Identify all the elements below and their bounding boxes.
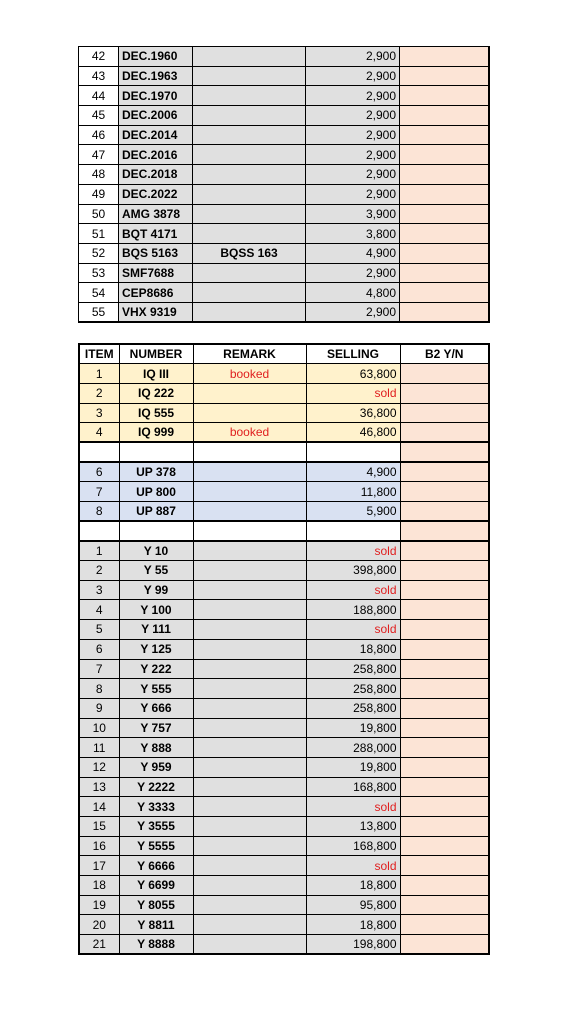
b2-cell [400, 204, 489, 224]
main-plate-table [78, 343, 490, 955]
b2-cell [400, 403, 489, 423]
table-row [79, 125, 489, 145]
item-cell: 6 [79, 639, 119, 659]
remark-cell [193, 698, 306, 718]
selling-cell: sold [306, 856, 400, 876]
remark-cell [193, 620, 306, 640]
b2-cell [400, 383, 489, 403]
selling-cell: 18,800 [306, 876, 400, 896]
empty-cell [79, 521, 119, 541]
remark-cell [193, 502, 306, 522]
remark-cell [193, 777, 306, 797]
table-row [79, 915, 489, 935]
selling-cell: 2,900 [306, 165, 400, 185]
table-row [79, 561, 489, 581]
b2-cell [400, 915, 489, 935]
selling-cell: 2,900 [306, 125, 400, 145]
item-cell: 4 [79, 423, 119, 443]
selling-cell: 19,800 [306, 757, 400, 777]
b2-cell [400, 580, 489, 600]
item-cell: 21 [79, 935, 119, 955]
table-row [79, 482, 489, 502]
number-cell: VHX 9319 [119, 302, 193, 322]
b2-cell [400, 86, 489, 106]
table-row [79, 364, 489, 384]
item-cell: 1 [79, 364, 119, 384]
b2-cell [400, 935, 489, 955]
number-cell: Y 8888 [119, 935, 193, 955]
b2-cell [400, 738, 489, 758]
selling-cell: 4,900 [306, 243, 400, 263]
selling-cell: 2,900 [306, 47, 400, 67]
selling-cell: 398,800 [306, 561, 400, 581]
table-row [79, 383, 489, 403]
selling-cell: 2,900 [306, 106, 400, 126]
b2-cell [400, 836, 489, 856]
item-cell: 11 [79, 738, 119, 758]
remark-cell [193, 639, 306, 659]
b2-cell [400, 541, 489, 561]
table-row [79, 698, 489, 718]
selling-cell: 18,800 [306, 639, 400, 659]
top-table-body [79, 47, 489, 323]
table-row [79, 302, 489, 322]
b2-cell [400, 757, 489, 777]
table-row [79, 47, 489, 67]
table-row [79, 659, 489, 679]
remark-cell [193, 679, 306, 699]
item-cell: 17 [79, 856, 119, 876]
b2-cell [400, 679, 489, 699]
b2-cell [400, 797, 489, 817]
b2-cell [400, 876, 489, 896]
remark-cell [193, 462, 306, 482]
item-cell: 19 [79, 895, 119, 915]
number-cell: DEC.1963 [119, 66, 193, 86]
b2-cell [400, 895, 489, 915]
number-cell: DEC.2022 [119, 184, 193, 204]
remark-cell [193, 659, 306, 679]
number-cell: Y 6699 [119, 876, 193, 896]
item-cell: 48 [79, 165, 119, 185]
remark-cell [193, 757, 306, 777]
b2-cell [400, 600, 489, 620]
table-row [79, 639, 489, 659]
number-cell: Y 888 [119, 738, 193, 758]
b2-cell [400, 423, 489, 443]
empty-cell [79, 442, 119, 462]
remark-cell [193, 204, 306, 224]
item-cell: 53 [79, 263, 119, 283]
item-cell: 2 [79, 383, 119, 403]
item-cell: 15 [79, 817, 119, 837]
selling-cell: 4,900 [306, 462, 400, 482]
table-row [79, 224, 489, 244]
selling-cell: sold [306, 541, 400, 561]
b2-cell [400, 47, 489, 67]
remark-cell [193, 106, 306, 126]
number-cell: UP 887 [119, 502, 193, 522]
b2-cell [400, 639, 489, 659]
header-row [79, 344, 489, 364]
selling-cell: sold [306, 620, 400, 640]
selling-cell: sold [306, 580, 400, 600]
item-cell: 8 [79, 502, 119, 522]
b2-cell [400, 462, 489, 482]
remark-cell [193, 482, 306, 502]
remark-cell [193, 125, 306, 145]
selling-cell: 198,800 [306, 935, 400, 955]
number-cell: UP 378 [119, 462, 193, 482]
number-cell: Y 10 [119, 541, 193, 561]
empty-cell [119, 442, 193, 462]
number-cell: IQ 999 [119, 423, 193, 443]
remark-cell: booked [193, 364, 306, 384]
remark-cell [193, 403, 306, 423]
table-row [79, 145, 489, 165]
table-row [79, 580, 489, 600]
item-cell: 1 [79, 541, 119, 561]
number-cell: DEC.2016 [119, 145, 193, 165]
table-row [79, 797, 489, 817]
item-cell: 8 [79, 679, 119, 699]
item-cell: 50 [79, 204, 119, 224]
selling-cell: 19,800 [306, 718, 400, 738]
remark-cell [193, 302, 306, 322]
remark-cell: booked [193, 423, 306, 443]
selling-cell: 2,900 [306, 86, 400, 106]
b2-cell [400, 561, 489, 581]
selling-cell: 95,800 [306, 895, 400, 915]
remark-cell [193, 738, 306, 758]
item-cell: 7 [79, 482, 119, 502]
header-remark: REMARK [193, 344, 306, 364]
remark-cell [193, 895, 306, 915]
header-b2: B2 Y/N [400, 344, 489, 364]
number-cell: Y 111 [119, 620, 193, 640]
table-row [79, 462, 489, 482]
table-row [79, 541, 489, 561]
table-row [79, 895, 489, 915]
number-cell: BQS 5163 [119, 243, 193, 263]
empty-cell [306, 521, 400, 541]
item-cell: 14 [79, 797, 119, 817]
remark-cell [193, 856, 306, 876]
number-cell: Y 125 [119, 639, 193, 659]
selling-cell: 46,800 [306, 423, 400, 443]
item-cell: 42 [79, 47, 119, 67]
table-row [79, 403, 489, 423]
item-cell: 47 [79, 145, 119, 165]
number-cell: CEP8686 [119, 283, 193, 303]
remark-cell [193, 600, 306, 620]
b2-cell [400, 165, 489, 185]
selling-cell: 188,800 [306, 600, 400, 620]
selling-cell: 4,800 [306, 283, 400, 303]
number-cell: Y 5555 [119, 836, 193, 856]
selling-cell: 2,900 [306, 66, 400, 86]
number-cell: UP 800 [119, 482, 193, 502]
selling-cell: 168,800 [306, 777, 400, 797]
empty-cell [400, 442, 489, 462]
number-cell: Y 55 [119, 561, 193, 581]
b2-cell [400, 184, 489, 204]
item-cell: 6 [79, 462, 119, 482]
b2-cell [400, 502, 489, 522]
table-row [79, 263, 489, 283]
b2-cell [400, 659, 489, 679]
number-cell: DEC.1970 [119, 86, 193, 106]
selling-cell: 18,800 [306, 915, 400, 935]
item-cell: 10 [79, 718, 119, 738]
selling-cell: sold [306, 797, 400, 817]
header-number: NUMBER [119, 344, 193, 364]
table-row [79, 935, 489, 955]
remark-cell [193, 263, 306, 283]
number-cell: DEC.2014 [119, 125, 193, 145]
item-cell: 54 [79, 283, 119, 303]
number-cell: SMF7688 [119, 263, 193, 283]
item-cell: 43 [79, 66, 119, 86]
table-row [79, 86, 489, 106]
number-cell: Y 3555 [119, 817, 193, 837]
header-item: ITEM [79, 344, 119, 364]
remark-cell [193, 561, 306, 581]
empty-cell [193, 442, 306, 462]
table-row [79, 283, 489, 303]
number-cell: Y 100 [119, 600, 193, 620]
selling-cell: 2,900 [306, 145, 400, 165]
table-row [79, 165, 489, 185]
number-cell: Y 8055 [119, 895, 193, 915]
table-row [79, 738, 489, 758]
number-cell: Y 99 [119, 580, 193, 600]
item-cell: 2 [79, 561, 119, 581]
remark-cell [193, 86, 306, 106]
b2-cell [400, 263, 489, 283]
number-cell: IQ III [119, 364, 193, 384]
empty-cell [400, 521, 489, 541]
number-cell: DEC.1960 [119, 47, 193, 67]
table-row [79, 757, 489, 777]
item-cell: 12 [79, 757, 119, 777]
table-row [79, 777, 489, 797]
selling-cell: 288,000 [306, 738, 400, 758]
number-cell: DEC.2006 [119, 106, 193, 126]
table-row [79, 243, 489, 263]
selling-cell: 2,900 [306, 302, 400, 322]
number-cell: Y 222 [119, 659, 193, 679]
number-cell: Y 959 [119, 757, 193, 777]
table-row [79, 600, 489, 620]
top-plate-table [78, 46, 490, 323]
number-cell: AMG 3878 [119, 204, 193, 224]
b2-cell [400, 620, 489, 640]
b2-cell [400, 145, 489, 165]
table-row [79, 679, 489, 699]
number-cell: Y 8811 [119, 915, 193, 935]
item-cell: 7 [79, 659, 119, 679]
remark-cell [193, 541, 306, 561]
number-cell: Y 3333 [119, 797, 193, 817]
remark-cell [193, 383, 306, 403]
number-cell: DEC.2018 [119, 165, 193, 185]
item-cell: 49 [79, 184, 119, 204]
selling-cell: 13,800 [306, 817, 400, 837]
table-row [79, 502, 489, 522]
item-cell: 13 [79, 777, 119, 797]
header-selling: SELLING [306, 344, 400, 364]
number-cell: Y 666 [119, 698, 193, 718]
selling-cell: 258,800 [306, 659, 400, 679]
remark-cell [193, 718, 306, 738]
number-cell: Y 2222 [119, 777, 193, 797]
empty-cell [193, 521, 306, 541]
selling-cell: 3,900 [306, 204, 400, 224]
number-cell: Y 555 [119, 679, 193, 699]
b2-cell [400, 302, 489, 322]
table-row [79, 718, 489, 738]
b2-cell [400, 482, 489, 502]
table-row [79, 817, 489, 837]
selling-cell: 36,800 [306, 403, 400, 423]
selling-cell: 3,800 [306, 224, 400, 244]
item-cell: 18 [79, 876, 119, 896]
table-row [79, 620, 489, 640]
item-cell: 55 [79, 302, 119, 322]
number-cell: Y 6666 [119, 856, 193, 876]
b2-cell [400, 718, 489, 738]
item-cell: 20 [79, 915, 119, 935]
item-cell: 45 [79, 106, 119, 126]
table-row [79, 423, 489, 443]
table-row [79, 184, 489, 204]
b2-cell [400, 698, 489, 718]
number-cell: BQT 4171 [119, 224, 193, 244]
number-cell: Y 757 [119, 718, 193, 738]
empty-cell [119, 521, 193, 541]
item-cell: 52 [79, 243, 119, 263]
table-row [79, 204, 489, 224]
remark-cell [193, 224, 306, 244]
item-cell: 44 [79, 86, 119, 106]
table-row [79, 836, 489, 856]
main-table-body [79, 364, 489, 955]
remark-cell [193, 145, 306, 165]
number-cell: IQ 222 [119, 383, 193, 403]
b2-cell [400, 364, 489, 384]
remark-cell [193, 580, 306, 600]
spacer-row [79, 442, 489, 462]
remark-cell [193, 283, 306, 303]
remark-cell: BQSS 163 [193, 243, 306, 263]
b2-cell [400, 224, 489, 244]
remark-cell [193, 66, 306, 86]
remark-cell [193, 165, 306, 185]
item-cell: 4 [79, 600, 119, 620]
selling-cell: 63,800 [306, 364, 400, 384]
remark-cell [193, 876, 306, 896]
table-row [79, 106, 489, 126]
selling-cell: 5,900 [306, 502, 400, 522]
number-cell: IQ 555 [119, 403, 193, 423]
selling-cell: 258,800 [306, 698, 400, 718]
remark-cell [193, 184, 306, 204]
table-row [79, 856, 489, 876]
remark-cell [193, 817, 306, 837]
remark-cell [193, 797, 306, 817]
selling-cell: 11,800 [306, 482, 400, 502]
b2-cell [400, 243, 489, 263]
item-cell: 51 [79, 224, 119, 244]
b2-cell [400, 283, 489, 303]
empty-cell [306, 442, 400, 462]
selling-cell: 258,800 [306, 679, 400, 699]
b2-cell [400, 777, 489, 797]
selling-cell: 168,800 [306, 836, 400, 856]
selling-cell: 2,900 [306, 184, 400, 204]
b2-cell [400, 66, 489, 86]
item-cell: 9 [79, 698, 119, 718]
item-cell: 3 [79, 580, 119, 600]
item-cell: 16 [79, 836, 119, 856]
item-cell: 5 [79, 620, 119, 640]
item-cell: 46 [79, 125, 119, 145]
remark-cell [193, 915, 306, 935]
table-row [79, 66, 489, 86]
item-cell: 3 [79, 403, 119, 423]
remark-cell [193, 935, 306, 955]
remark-cell [193, 47, 306, 67]
selling-cell: 2,900 [306, 263, 400, 283]
spacer-row [79, 521, 489, 541]
remark-cell [193, 836, 306, 856]
b2-cell [400, 106, 489, 126]
selling-cell: sold [306, 383, 400, 403]
table-row [79, 876, 489, 896]
b2-cell [400, 125, 489, 145]
b2-cell [400, 856, 489, 876]
b2-cell [400, 817, 489, 837]
